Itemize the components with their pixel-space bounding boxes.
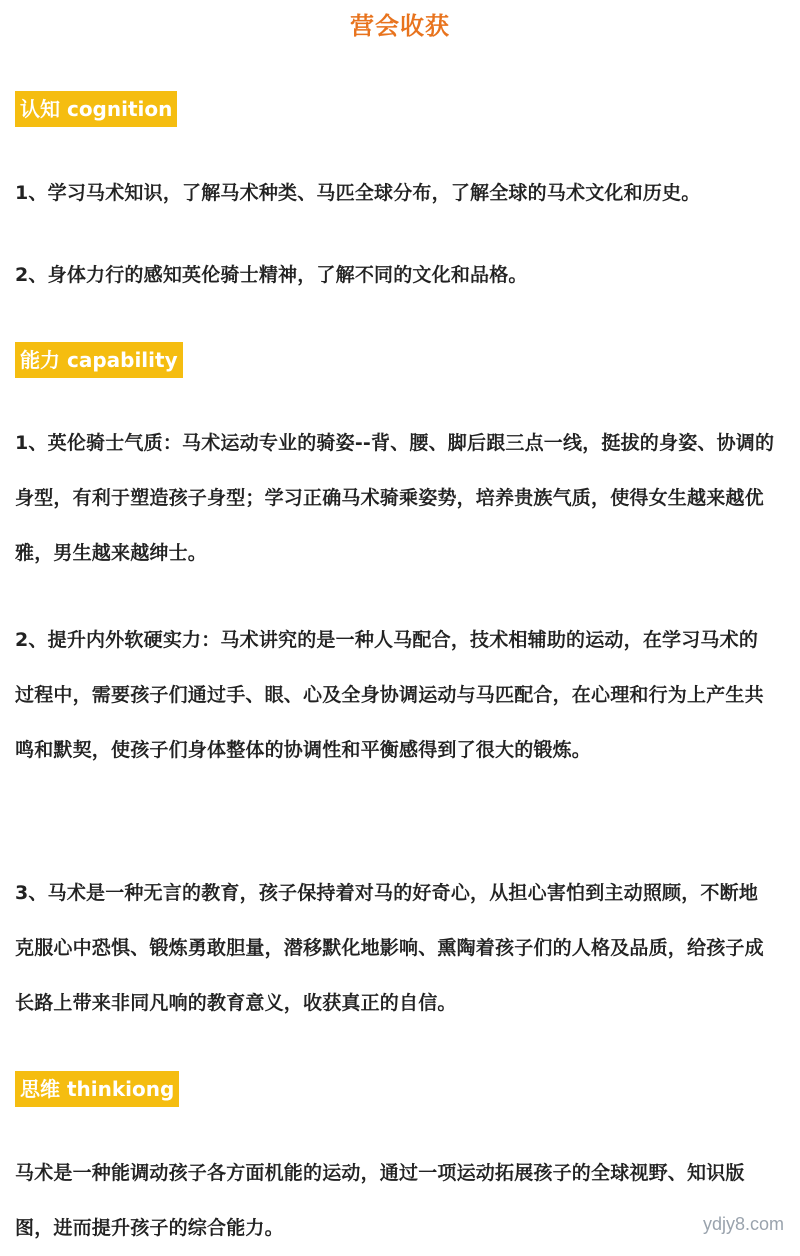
- section-tag-thinking: 思维 thinkiong: [15, 1071, 179, 1107]
- paragraph-capability-3: 3、马术是一种无言的教育，孩子保持着对马的好奇心，从担心害怕到主动照顾，不断地克服心中恐惧、锻炼勇敢胆量，潜移默化地影响、熏陶着孩子们的人格及品质，给孩子成长路上带来非同凡响的教育意义，收获真正的自信。: [15, 882, 764, 1014]
- page-title: 营会收获: [350, 12, 450, 40]
- paragraph-thinking-1: 马术是一种能调动孩子各方面机能的运动，通过一项运动拓展孩子的全球视野、知识版图，进而提升孩子的综合能力。: [15, 1162, 745, 1239]
- watermark: ydjy8.com: [702, 1214, 784, 1234]
- section-tag-cognition: 认知 cognition: [15, 91, 177, 127]
- paragraph-cognition-1: 1、学习马术知识，了解马术种类、马匹全球分布，了解全球的马术文化和历史。: [15, 182, 701, 204]
- paragraph-capability-1: 1、英伦骑士气质：马术运动专业的骑姿--背、腰、脚后跟三点一线，挺拔的身姿、协调的身型，有利于塑造孩子身型；学习正确马术骑乘姿势，培养贵族气质，使得女生越来越优雅，男生越来越绅士。: [15, 432, 775, 564]
- paragraph-capability-2: 2、提升内外软硬实力：马术讲究的是一种人马配合，技术相辅助的运动，在学习马术的过程中，需要孩子们通过手、眼、心及全身协调运动与马匹配合，在心理和行为上产生共鸣和默契，使孩子们身体整体的协调性和平衡感得到了很大的锻炼。: [15, 629, 764, 761]
- paragraph-cognition-2: 2、身体力行的感知英伦骑士精神，了解不同的文化和品格。: [15, 264, 528, 286]
- section-tag-capability: 能力 capability: [15, 342, 183, 378]
